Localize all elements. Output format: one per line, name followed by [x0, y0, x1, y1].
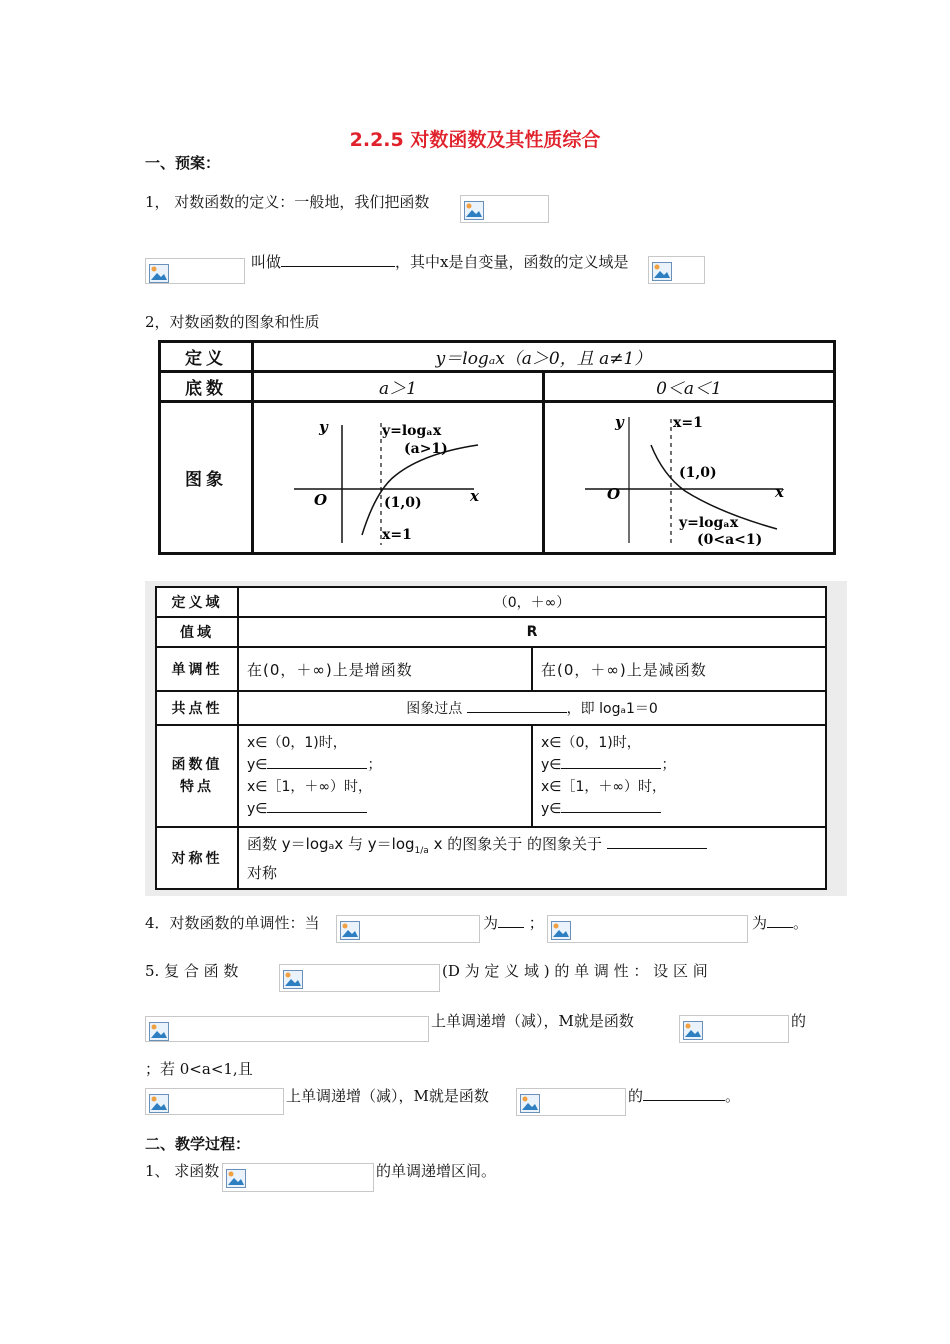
fv-text: y∈: [540, 801, 562, 817]
symmetry-text-c: 对称: [247, 863, 278, 882]
formula-image: [648, 256, 705, 284]
q4-mid: [483, 912, 544, 933]
blank: [267, 798, 367, 813]
q4-text-b: 为: [483, 914, 499, 932]
line-label: x=1: [673, 415, 703, 431]
formula-image: [145, 1088, 284, 1115]
broken-image-icon: [464, 201, 484, 220]
formula-image: [145, 258, 245, 284]
formula-image: [460, 195, 549, 223]
fv-text: x∈（0，1)时，: [247, 735, 347, 751]
symmetry-text-a: 函数 y＝logₐx 与 y＝log: [247, 834, 415, 853]
point-label: (1,0): [384, 495, 422, 511]
q5-text-c: 上单调递增（减），M就是函数: [431, 1012, 634, 1030]
def-value: y＝logₐx（a＞0，且 a≠1）: [253, 342, 835, 372]
curve-label: y=logₐx: [382, 423, 442, 439]
log-graph-increasing: [254, 405, 542, 550]
q5-text-f: 上单调递增（减），M就是函数: [286, 1087, 489, 1105]
q5-text-b: (D 为 定 义 域 ) 的 单 调 性 ： 设 区 间: [442, 962, 708, 980]
symmetry-subscript: 1/a: [414, 845, 429, 856]
common-point-cell: [238, 691, 826, 725]
fv-text: x∈［1，＋∞）时，: [540, 779, 667, 795]
monotonic-increasing: 在(0，＋∞)上是增函数: [238, 647, 532, 691]
blank: [267, 754, 367, 769]
blank: [607, 834, 707, 849]
range-value: R: [238, 617, 826, 647]
function-value-left: [238, 725, 532, 827]
fv-text: y∈: [247, 757, 268, 773]
formula-image: [679, 1015, 789, 1043]
formula-image: [222, 1163, 374, 1192]
broken-image-icon: [340, 921, 360, 940]
q5-text-a: 5. 复 合 函 数: [145, 962, 239, 980]
q2-heading: 2，对数函数的图象和性质: [145, 313, 320, 331]
y-axis-label: y: [615, 413, 624, 431]
section-heading-process: 二、教学过程：: [145, 1135, 251, 1153]
formula-image: [336, 915, 480, 943]
broken-image-icon: [551, 921, 571, 940]
p1-text-b: 的单调递增区间。: [376, 1162, 497, 1180]
section-heading-prep: 一、预案：: [145, 154, 221, 172]
broken-image-icon: [149, 1094, 169, 1113]
formula-image: [516, 1088, 626, 1116]
q4-text-a: 4．对数函数的单调性：当: [145, 914, 320, 932]
q1-line2: [251, 251, 628, 272]
function-value-right: [532, 725, 826, 827]
fv-text: x∈［1，＋∞）时，: [247, 779, 373, 795]
fv-text: y∈: [540, 757, 562, 773]
fv-header-line1: 函数值: [171, 757, 223, 773]
log-properties-table: [155, 586, 827, 890]
x-axis-label: x: [775, 483, 784, 501]
q5-text-g: 的: [628, 1087, 644, 1105]
condition-label: (a>1): [404, 441, 448, 457]
curve-label: y=logₐx: [679, 515, 739, 531]
log-curve: [362, 445, 478, 535]
q1-line1: 1， 对数函数的定义：一般地，我们把函数: [145, 193, 430, 211]
monotonic-decreasing: 在(0，＋∞)上是减函数: [532, 647, 826, 691]
base-header: 底数: [160, 372, 253, 402]
fv-punct: ；: [367, 757, 382, 773]
range-header: 值域: [156, 617, 238, 647]
page-title: 2.2.5 对数函数及其性质综合: [349, 129, 601, 151]
q4-text-e: 。: [793, 914, 809, 932]
formula-image: [145, 1016, 429, 1042]
blank: [561, 754, 661, 769]
blank: [561, 798, 661, 813]
q1-text-a: 叫做: [251, 253, 282, 271]
symmetry-text-b: x 的图象关于: [428, 834, 523, 853]
origin-label: O: [314, 491, 328, 509]
blank: [643, 1086, 725, 1101]
base-gt1: a＞1: [253, 372, 544, 402]
broken-image-icon: [149, 1022, 169, 1041]
graph-header: 图象: [160, 402, 253, 554]
blank: [767, 913, 793, 928]
symmetry-header: 对称性: [156, 827, 238, 889]
q5-text-d: 的: [791, 1012, 807, 1030]
broken-image-icon: [283, 970, 303, 989]
fv-text: x∈（0，1)时，: [540, 735, 641, 751]
q5-text-e: ；若 0<a<1,且: [145, 1060, 253, 1078]
broken-image-icon: [683, 1021, 703, 1040]
fv-punct: ；: [661, 757, 676, 773]
common-point-text: 图象过点: [406, 701, 463, 717]
q1-text-b: ，其中x是自变量，函数的定义域是: [395, 253, 629, 271]
base-lt1: 0＜a＜1: [544, 372, 835, 402]
domain-value: （0，＋∞）: [238, 587, 826, 617]
broken-image-icon: [149, 264, 169, 283]
origin-label: O: [607, 485, 621, 503]
broken-image-icon: [652, 262, 672, 281]
point-label: (1,0): [679, 465, 717, 481]
log-graph-decreasing: [545, 405, 833, 550]
fv-text: y∈: [247, 801, 268, 817]
q4-text-c: ；: [528, 914, 544, 932]
domain-header: 定义域: [156, 587, 238, 617]
common-point-text-b: ，即 logₐ1＝0: [566, 701, 658, 717]
graph-left-cell: [253, 402, 544, 554]
condition-label: (0<a<1): [697, 532, 763, 548]
function-value-header: [156, 725, 238, 827]
formula-image: [279, 964, 440, 992]
q5-text-h: 。: [725, 1087, 741, 1105]
q5-end: [628, 1085, 740, 1106]
symmetry-cell: 函数 y＝logₐx 与 $y=\log_{1/a}$ x 的图象关于 的图象关于 对称: [238, 827, 826, 889]
p1-text-a: 1、 求函数: [145, 1162, 220, 1180]
q4-text-d: 为: [752, 914, 768, 932]
line-label: x=1: [382, 527, 412, 543]
common-point-header: 共点性: [156, 691, 238, 725]
graph-right-cell: [544, 402, 835, 554]
blank: [281, 252, 395, 267]
broken-image-icon: [226, 1169, 246, 1188]
formula-image: [547, 915, 748, 943]
blank: [498, 913, 524, 928]
fv-header-line2: 特点: [180, 779, 214, 795]
q4-end: [752, 912, 808, 933]
monotonic-header: 单调性: [156, 647, 238, 691]
x-axis-label: x: [470, 487, 479, 505]
y-axis-label: y: [319, 418, 328, 436]
blank: [467, 698, 567, 713]
log-definition-table: [158, 340, 836, 555]
def-header: 定义: [160, 342, 253, 372]
broken-image-icon: [520, 1094, 540, 1113]
